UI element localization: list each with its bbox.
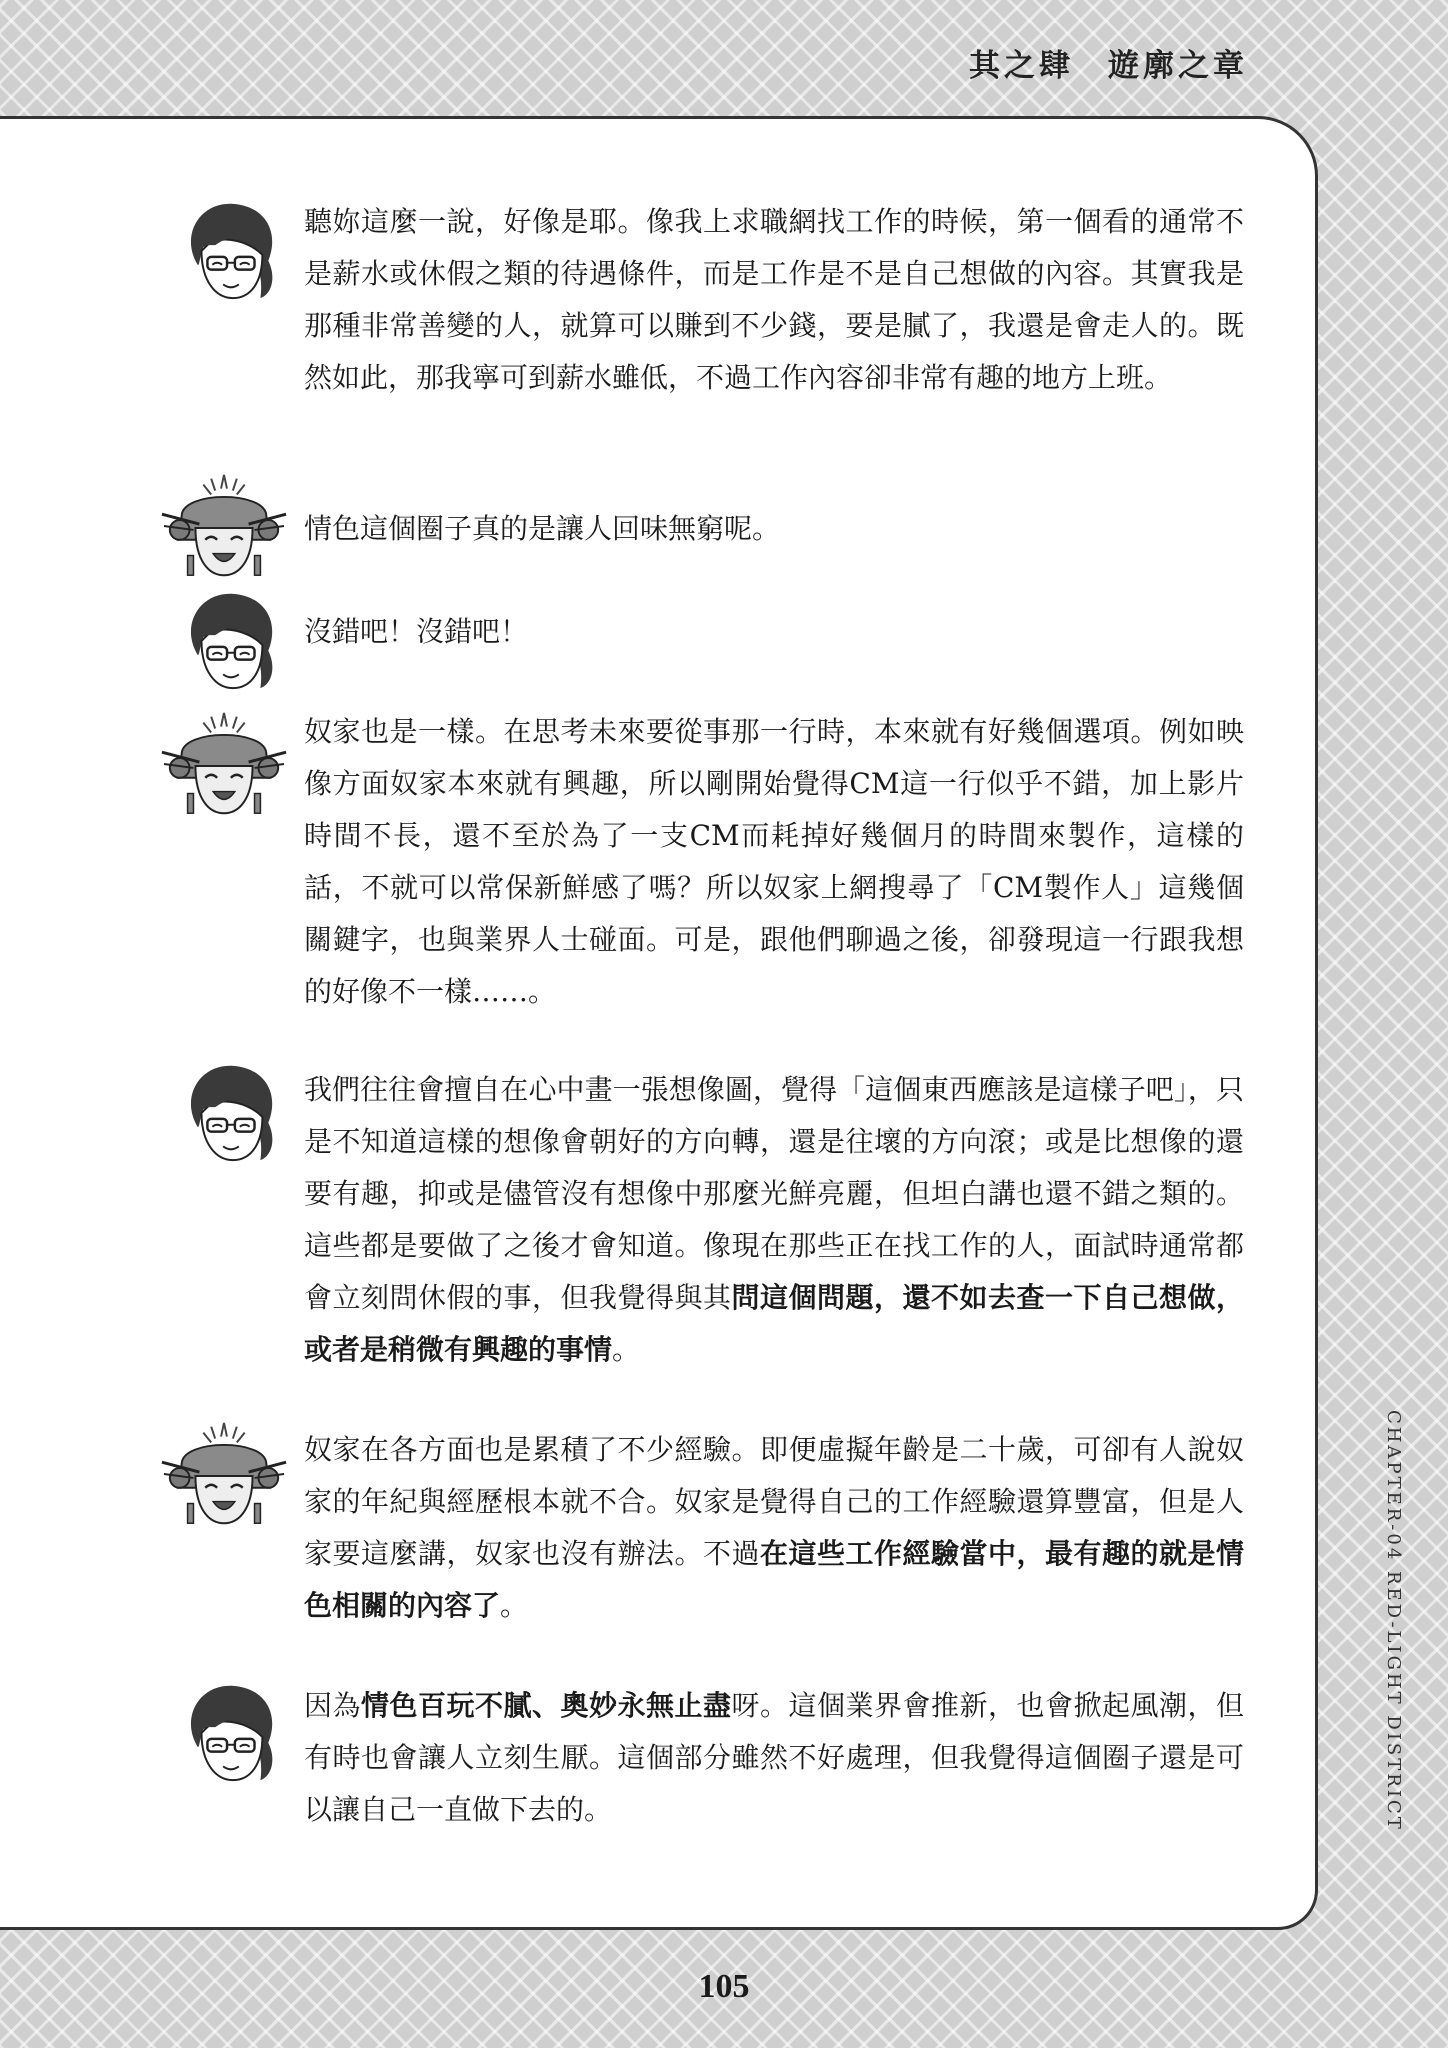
dialog-text: 奴家也是一樣。在思考未來要從事那一行時，本來就有好幾個選項。例如映像方面奴家本來就有興趣，所以剛開始覺得CM這一行似乎不錯，加上影片時間不長，還不至於為了一支CM而耗掉好幾個月的時間來製作，這樣的話，不就可以常保新鮮感了嗎？所以奴家上網搜尋了「CM製作人」這幾個關鍵字，也與業界人士碰面。可是，跟他們聊過之後，卻發現這一行跟我想的好像不一樣……。	[304, 715, 1244, 1008]
oiran-avatar-icon	[160, 470, 288, 580]
glasses-woman-avatar-icon	[170, 196, 288, 304]
chapter-side-label: CHAPTER-04 RED-LIGHT DISTRICT	[1383, 1410, 1404, 1832]
running-header	[969, 40, 1248, 85]
glasses-woman-avatar-icon	[170, 586, 288, 694]
dialog-text: 沒錯吧！沒錯吧！	[304, 615, 529, 648]
dialog-text-bold: 在這些工作經驗當中，最有趣的就是情色相關的內容了	[304, 1537, 1244, 1622]
oiran-avatar-icon	[160, 708, 288, 818]
dialog-text: 聽妳這麼一說，好像是耶。像我上求職網找工作的時候，第一個看的通常不是薪水或休假之類的待遇條件，而是工作是不是自己想做的內容。其實我是那種非常善變的人，就算可以賺到不少錢，要是膩了，我還是會走人的。既然如此，那我寧可到薪水雖低，不過工作內容卻非常有趣的地方上班。	[304, 205, 1244, 394]
dialog-text	[304, 1680, 1244, 1836]
page-number: 105	[698, 1968, 750, 2005]
dialog-text: 情色這個圈子真的是讓人回味無窮呢。	[304, 512, 781, 545]
dialog-text-b: 呀。這個業界會推新，也會掀起風潮，但有時也會讓人立刻生厭。這個部分雖然不好處理，但我覺得這個圈子還是可以讓自己一直做下去的。	[304, 1689, 1244, 1826]
glasses-woman-avatar-icon	[170, 1058, 288, 1166]
dialog-text-a: 我們往往會擅自在心中畫一張想像圖，覺得「這個東西應該是這樣子吧」，只是不知道這樣的想像會朝好的方向轉，還是往壞的方向滾；或是比想像的還要有趣，抑或是儘管沒有想像中那麼光鮮亮麗，但坦白講也還不錯之類的。這些都是要做了之後才會知道。像現在那些正在找工作的人，面試時通常都會立刻問休假的事，但我覺得與其	[304, 1073, 1244, 1314]
glasses-woman-avatar-icon	[170, 1678, 288, 1786]
dialog-text-a: 奴家在各方面也是累積了不少經驗。即便虛擬年齡是二十歲，可卻有人說奴家的年紀與經歷根本就不合。奴家是覺得自己的工作經驗還算豐富，但是人家要這麼講，奴家也沒有辦法。不過	[304, 1433, 1244, 1570]
dialog-text-a: 因為	[304, 1689, 361, 1722]
dialog-text	[304, 1424, 1244, 1632]
oiran-avatar-icon	[160, 1418, 288, 1528]
header-part1: 其之肆	[969, 48, 1074, 84]
dialog-text-bold: 情色百玩不膩、奧妙永無止盡	[361, 1689, 732, 1722]
dialog-text-bold: 問這個問題，還不如去查一下自己想做，或者是稍微有興趣的事情	[304, 1281, 1244, 1366]
dialog-text-b: 。	[612, 1333, 641, 1366]
header-part2: 遊廓之章	[1108, 48, 1248, 84]
dialog-text	[304, 1064, 1244, 1376]
dialog-text-b: 。	[500, 1589, 529, 1622]
